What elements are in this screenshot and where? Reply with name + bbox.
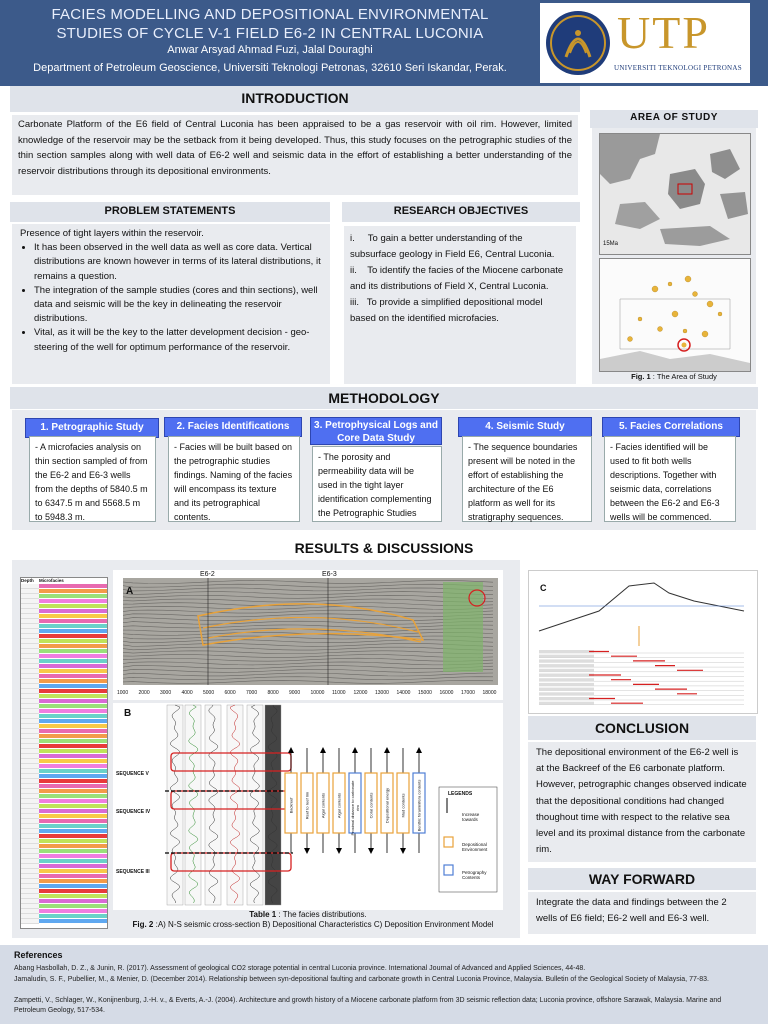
facies-table-row [21, 919, 107, 924]
method-step-2-title: 2. Facies Identifications [164, 417, 302, 437]
characteristic-label: Algal contents [320, 792, 326, 819]
seismic-x-tick: 9000 [289, 690, 301, 696]
method-step-1-text: - A microfacies analysis on thin section sampled of from the E6-2 and E6-3 wells from the depths of 5840.5 m to 6347.5 m and 5568.5 m to 5948.3 m. [29, 436, 156, 522]
seismic-x-tick: 6000 [224, 690, 236, 696]
panel-b-label: B [124, 708, 132, 719]
reference-item: Jamaludin, S. F., Pubellier, M., & Menier, D. (December 2014). Relationship between syn-depositional faulting and carbonate growth in Central Luconia Province, Malaysia. Bulletin of the Geological Society of Malaysia, 77-83. [14, 976, 709, 983]
seismic-x-tick: 4000 [181, 690, 193, 696]
deposition-model-panel [528, 570, 758, 714]
problem-bullet: • Vital, as it will be the key to the latter development decision - geo-steering of the well for optimum performance of the reservoir. [34, 326, 322, 354]
table1-caption-text: : The facies distributions. [276, 910, 367, 919]
way-forward-heading: WAY FORWARD [588, 871, 696, 887]
method-step-4-text: - The sequence boundaries present will be noted in the effort of establishing the architecture of the E6 platform as well for its stratigraphy sequences. [462, 436, 592, 522]
seismic-x-tick: 8000 [267, 690, 279, 696]
table1-caption [113, 910, 503, 919]
problem-bullet: • The integration of the sample studies (cores and thin sections), well data and seismic will be the key in delineating the reservoir distributions. [34, 284, 322, 327]
title-line-2: STUDIES OF CYCLE V-1 FIELD E6-2 IN CENTRAL LUCONIA [56, 25, 484, 42]
results-heading: RESULTS & DISCUSSIONS [294, 540, 474, 556]
area-heading: AREA OF STUDY [630, 112, 718, 123]
characteristic-label: Mud contents [400, 793, 406, 818]
luconia-map [599, 258, 751, 372]
characteristic-label: Backreef [288, 797, 294, 814]
objectives-panel [344, 226, 576, 384]
seismic-section-chart [113, 570, 503, 700]
regional-map [599, 133, 751, 255]
characteristic-label: Coral contents [368, 792, 374, 819]
objective-item: i. To gain a better understanding of the subsurface geology in Field E6, Central Luconia. [350, 233, 555, 260]
fig1-caption-text: : The Area of Study [650, 372, 717, 381]
method-step-3-text: - The porosity and permeability data will be used in the tight layer identification complementing the Petrographic Studies [312, 446, 442, 522]
method-step-2-text: - Facies will be built based on the petrographic studies findings. Naming of the facies will encompass its texture and its petrographical contents. [168, 436, 300, 522]
reference-item: Abang Hasbollah, D. Z., & Junin, R. (2017). Assessment of geological CO2 storage potential in central Luconia province. International Journal of Advanced and Applied Sciences, 44-48. [14, 965, 586, 972]
legend-increase: Increase towards [462, 812, 480, 822]
reference-item: Zampetti, V., Schlager, W., Konijnenburg, J.-H. v., & Everts, A.-J. (2004). Architecture and growth history of a Miocene carbonate platform from 3D seismic reflection data; Luconia province, offshore Sarawak, Malaysia. Marine and Petroleum Geology, 517-534. [14, 997, 722, 1014]
legend-depositional: Depositional Environment [462, 842, 488, 852]
problem-panel [12, 224, 330, 384]
seismic-x-tick: 3000 [160, 690, 172, 696]
seismic-x-axis [113, 690, 503, 700]
well-e63-label: E6-3 [322, 571, 337, 578]
seismic-x-tick: 10000 [310, 690, 325, 696]
intro-heading: INTRODUCTION [241, 90, 349, 106]
conclusion-text: The depositional environment of the E6-2 well is at the Backreef of the E6 carbonate platform. However, petrographic changes observed indicate that the depositional conditions had changed thoughout time with respect to the relative sea level and its proximal distance from the carbonate rim. [528, 742, 756, 862]
characteristic-label: Benthic foraminifera contents [416, 779, 422, 832]
seismic-x-tick: 14000 [396, 690, 411, 696]
seismic-x-tick: 5000 [203, 690, 215, 696]
seismic-x-tick: 13000 [375, 690, 389, 696]
poster-title [10, 5, 530, 43]
seismic-x-tick: 18000 [482, 690, 497, 696]
logo-subtitle: UNIVERSITI TEKNOLOGI PETRONAS [614, 64, 742, 72]
conclusion-heading: CONCLUSION [594, 720, 690, 736]
sequence-iv-label: SEQUENCE IV [116, 809, 151, 815]
seismic-x-tick: 1000 [117, 690, 129, 696]
seismic-x-tick: 12000 [353, 690, 368, 696]
characteristic-label: Proximal distance to carbonate rim [350, 780, 360, 836]
characteristic-label: Reef to reef rim [304, 791, 310, 820]
panel-a-label: A [126, 586, 134, 597]
facies-table-depth-header: Depth [21, 578, 34, 583]
problem-intro: Presence of tight layers within the reservoir. [20, 228, 204, 239]
sequence-iii-label: SEQUENCE III [116, 869, 150, 875]
title-line-1: FACIES MODELLING AND DEPOSITIONAL ENVIRONMENTAL [51, 6, 489, 23]
seismic-x-tick: 2000 [138, 690, 150, 696]
method-step-4-title: 4. Seismic Study [458, 417, 592, 437]
references-heading: References [14, 950, 63, 960]
seismic-x-tick: 17000 [461, 690, 475, 696]
characteristic-label: Algal contents [336, 792, 342, 819]
intro-text: Carbonate Platform of the E6 field of Central Luconia has been appraised to be a gas reservoir with oil rim. However, limited knowledge of the reservoir may be the setback from it being developed. Thus, this study focuses on the petrographic studies of the thin section samples along with well data of E6-2 well and seismic data in the effort of establishing a better understanding of the reservoir distributions through its depositional environments. [12, 115, 578, 195]
logo-text: UTP [617, 7, 710, 58]
method-step-1-title: 1. Petrographic Study [25, 418, 159, 438]
luconia-map-icon [600, 259, 750, 371]
department: Department of Petroleum Geoscience, Universiti Teknologi Petronas, 32610 Seri Iskandar, Perak. [33, 62, 507, 74]
facies-table-facies-header: Microfacies [39, 578, 64, 583]
methodology-heading: METHODOLOGY [328, 390, 440, 406]
seismic-x-tick: 15000 [418, 690, 432, 696]
facies-table-rows [21, 584, 107, 924]
deposition-model-diagram [529, 571, 757, 713]
fig1-caption [592, 372, 756, 381]
fig2-caption-label: Fig. 2 [132, 920, 154, 929]
well-e62-label: E6-2 [200, 571, 215, 578]
map-age-label: 15Ma [603, 241, 619, 247]
table1-caption-label: Table 1 [249, 910, 277, 919]
legend-title: LEGENDS [448, 791, 473, 797]
panel-c-label: C [540, 583, 547, 593]
sequence-v-label: SEQUENCE V [116, 771, 149, 777]
problem-bullet: • It has been observed in the well data as well as core data. Vertical distributions are known however in terms of its lateral distributions, it remains a question. [34, 241, 322, 284]
method-step-3-title: 3. Petrophysical Logs and Core Data Study [310, 417, 442, 445]
regional-map-icon [600, 134, 750, 254]
objective-item: ii. To identify the facies of the Miocene carbonate and its distributions of Field X, Central Luconia. [350, 265, 566, 292]
seismic-x-tick: 16000 [439, 690, 454, 696]
fig2-caption [113, 920, 513, 929]
characteristic-label: Depositional energy [384, 787, 390, 824]
seismic-section-panel [113, 570, 503, 700]
objectives-heading: RESEARCH OBJECTIVES [393, 205, 529, 217]
facies-table [20, 577, 108, 929]
seismic-x-tick: 7000 [246, 690, 258, 696]
problem-list [20, 241, 322, 355]
problem-heading: PROBLEM STATEMENTS [104, 205, 236, 217]
objective-item: iii. To provide a simplified depositional model based on the identified microfacies. [350, 297, 546, 324]
authors: Anwar Arsyad Ahmad Fuzi, Jalal Douraghi [167, 44, 373, 56]
seismic-x-tick: 11000 [332, 690, 346, 696]
method-step-5-text: - Facies identified will be used to fit both wells descriptions. Together with seismic data, correlations between the E6-2 and E6-3 wells will be commenced. [604, 436, 736, 522]
fig2-caption-text: :A) N-S seismic cross-section B) Depositional Characteristics C) Deposition Environment Model [153, 920, 494, 929]
legend-petrography: Petrography Contents [462, 870, 487, 880]
way-forward-text: Integrate the data and findings between the 2 wells of E6 field; E6-2 well and E6-3 well. [528, 892, 756, 934]
method-step-5-title: 5. Facies Correlations [602, 417, 740, 437]
fig1-caption-label: Fig. 1 [631, 372, 651, 381]
